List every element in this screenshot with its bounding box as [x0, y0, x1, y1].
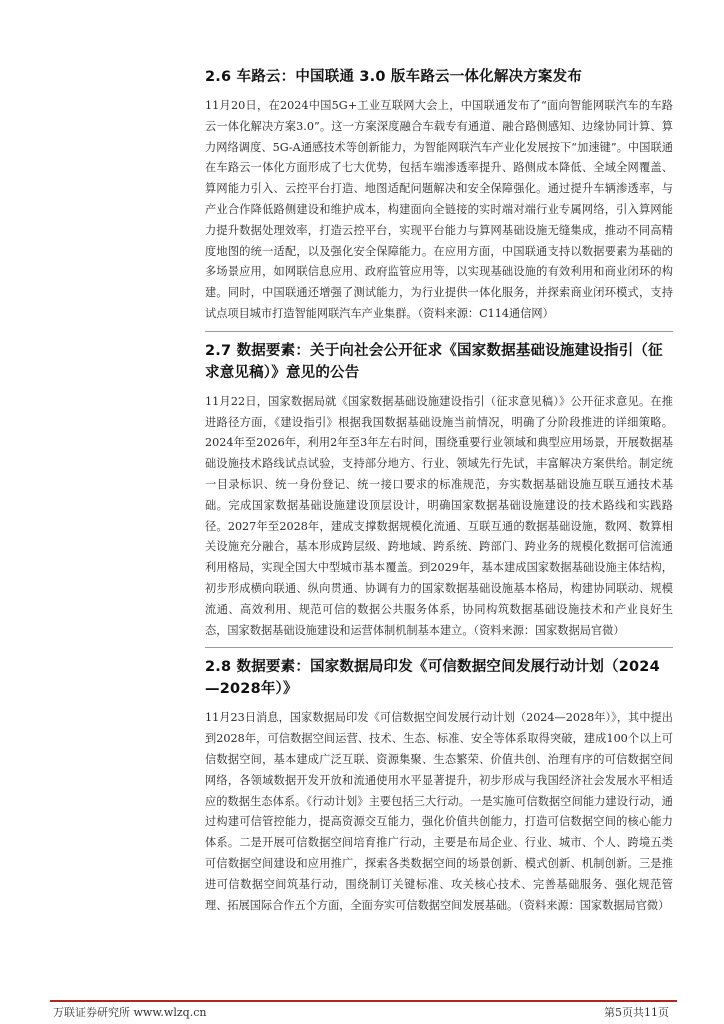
main-content	[205, 66, 673, 922]
footer-rule	[50, 1000, 677, 1002]
section-body: 11月23日消息，国家数据局印发《可信数据空间发展行动计划（2024—2028年）》，其中提出到2028年，可信数据空间运营、技术、生态、标准、安全等体系取得突破，建成100个以上可信数据空间，基本建成广泛互联、资源集聚、生态繁荣、价值共创、治理有序的可信数据空间网络，各领域数据开发开放和流通使用水平显著提升，初步形成与我国经济社会发展水平相适应的数据生态体系。《行动计划》主要包括三大行动。一是实施可信数据空间能力建设行动，通过构建可信管控能力，提高资源交互能力，强化价值共创能力，打造可信数据空间的核心能力体系。二是开展可信数据空间培育推广行动，主要是布局企业、行业、城市、个人、跨境五类可信数据空间建设和应用推广，探索各类数据空间的场景创新、模式创新、机制创新。三是推进可信数据空间筑基行动，围绕制订关键标准、攻关核心技术、完善基础服务、强化规范管理、拓展国际合作五个方面，全面夯实可信数据空间发展基础。（资料来源：国家数据局官微）	[205, 711, 673, 912]
section-2-6	[205, 66, 673, 331]
section-body: 11月20日，在2024中国5G+工业互联网大会上，中国联通发布了“面向智能网联汽车的车路云一体化解决方案3.0”。这一方案深度融合车载专有通道、融合路侧感知、边缘协同计算、算力网络调度、5G-A通感技术等创新能力，为智能网联汽车产业化发展按下“加速键”。中国联通在车路云一体化方面形成了七大优势，包括车端渗透率提升、路侧成本降低、全域全网覆盖、算网能力引入、云控平台打造、地图适配问题解决和安全保障强化。通过提升车辆渗透率，与产业合作降低路侧建设和维护成本，构建面向全链接的实时端对端行业专属网络，引入算网能力提升数据处理效率，打造云控平台，实现平台能力与算网基础设施无缝集成，推动不同高精度地图的统一适配，以及强化安全保障能力。在应用方面，中国联通支持以数据要素为基础的多场景应用，如网联信息应用、政府监管应用等，以实现基础设施的有效利用和商业闭环的构建。同时，中国联通还增强了测试能力，为行业提供一体化服务，并探索商业闭环模式，支持试点项目城市打造智能网联汽车产业集群。（资料来源：C114通信网）	[205, 99, 673, 320]
section-2-8	[205, 647, 673, 922]
section-2-7	[205, 331, 673, 648]
section-heading: 2.6 车路云：中国联通 3.0 版车路云一体化解决方案发布	[205, 69, 583, 85]
footer-publisher: 万联证券研究所 www.wlzq.cn	[53, 1006, 207, 1019]
section-heading: 2.8 数据要素：国家数据局印发《可信数据空间发展行动计划（2024—2028年）》	[205, 659, 660, 698]
section-body: 11月22日，国家数据局就《国家数据基础设施建设指引（征求意见稿）》公开征求意见。在推进路径方面，《建设指引》根据我国数据基础设施当前情况，明确了分阶段推进的详细策略。2024年至2026年，利用2年至3年左右时间，围绕重要行业领域和典型应用场景，开展数据基础设施技术路线试点试验，支持部分地方、行业、领域先行先试，丰富解决方案供给。制定统一目录标识、统一身份登记、统一接口要求的标准规范，夯实数据基础设施互联互通技术基础。完成国家数据基础设施建设顶层设计，明确国家数据基础设施建设的技术路线和实践路径。2027年至2028年，建成支撑数据规模化流通、互联互通的数据基础设施，数网、数算相关设施充分融合，基本形成跨层级、跨地域、跨系统、跨部门、跨业务的规模化数据可信流通利用格局，实现全国大中型城市基本覆盖。到2029年，基本建成国家数据基础设施主体结构，初步形成横向联通、纵向贯通、协调有力的国家数据基础设施基本格局，构建协同联动、规模流通、高效利用、规范可信的数据公共服务体系，协同构筑数据基础设施技术和产业良好生态，国家数据基础设施建设和运营体制机制基本建立。（资料来源：国家数据局官微）	[205, 394, 673, 637]
footer-page-number: 第5页共11页	[604, 1006, 669, 1019]
section-heading: 2.7 数据要素：关于向社会公开征求《国家数据基础设施建设指引（征求意见稿）》意见的公告	[205, 342, 663, 381]
